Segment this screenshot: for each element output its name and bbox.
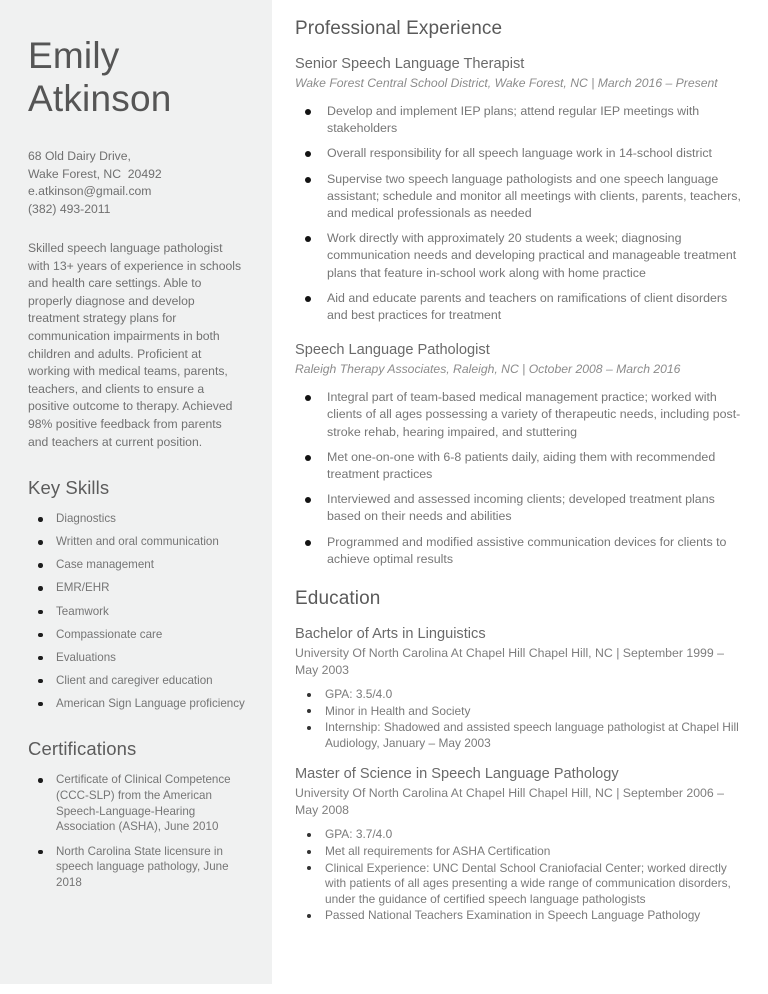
contact-city-state-zip: Wake Forest, NC 20492	[28, 166, 162, 181]
job-bullets	[295, 389, 743, 568]
certifications-heading: Certifications	[28, 738, 137, 760]
education-bullets	[295, 687, 743, 751]
key-skills-heading: Key Skills	[28, 477, 110, 499]
education-heading: Education	[295, 588, 381, 610]
professional-summary: Skilled speech language pathologist with 13+ years of experience in schools and health care settings. Able to properly diagnose and develop treatment strategy plans for communication impairments in both children and adults. Proficient at working with medical teams, parents, teachers, and clients to ensure a positive outcome to therapy. Achieved 98% positive feedback from parents and teachers at current position.	[28, 241, 242, 449]
experience-section	[295, 18, 743, 568]
candidate-name	[28, 34, 246, 120]
contact-street: 68 Old Dairy Drive,	[28, 149, 131, 163]
degree-title: Master of Science in Speech Language Pathology	[295, 766, 619, 783]
list-item: North Carolina State licensure in speech language pathology, June 2018	[28, 844, 246, 891]
degree-title: Bachelor of Arts in Linguistics	[295, 626, 486, 643]
contact-phone[interactable]: (382) 493-2011	[28, 201, 111, 216]
list-item: Supervise two speech language pathologists and one speech language assistant; schedule and monitor all meetings with clients, parents, teachers, and medical professionals as needed	[295, 171, 743, 223]
list-item: Written and oral communication	[28, 534, 246, 551]
list-item: GPA: 3.5/4.0	[295, 687, 743, 703]
list-item: Teamwork	[28, 604, 246, 621]
list-item: EMR/EHR	[28, 580, 246, 597]
contact-email[interactable]: e.atkinson@gmail.com	[28, 184, 152, 198]
candidate-last-name: Atkinson	[28, 78, 172, 119]
list-item: Compassionate care	[28, 627, 246, 644]
job-title: Speech Language Pathologist	[295, 342, 490, 359]
list-item: Internship: Shadowed and assisted speech language pathologist at Chapel Hill Audiology, January – May 2003	[295, 720, 743, 751]
job-title: Senior Speech Language Therapist	[295, 56, 525, 72]
list-item: Integral part of team-based medical management practice; worked with clients of all ages possessing a variety of therapeutic needs, including post-stroke rehab, hearing impaired, and stuttering	[295, 389, 743, 441]
list-item: Programmed and modified assistive communication devices for clients to achieve optimal results	[295, 534, 743, 568]
candidate-first-name: Emily	[28, 35, 120, 76]
job-bullets	[295, 103, 743, 324]
school-meta: University Of North Carolina At Chapel Hill Chapel Hill, NC | September 2006 – May 2008	[295, 786, 724, 817]
job-meta: Raleigh Therapy Associates, Raleigh, NC | October 2008 – March 2016	[295, 362, 681, 377]
contact-block	[28, 148, 246, 218]
list-item: Diagnostics	[28, 511, 246, 528]
resume-main	[295, 0, 743, 937]
education-bullets	[295, 827, 743, 924]
education-entry	[295, 624, 743, 751]
experience-entry	[295, 340, 743, 568]
list-item: Met all requirements for ASHA Certification	[295, 844, 743, 860]
list-item: GPA: 3.7/4.0	[295, 827, 743, 843]
experience-heading: Professional Experience	[295, 18, 503, 39]
list-item: Client and caregiver education	[28, 673, 246, 690]
list-item: Work directly with approximately 20 students a week; diagnosing communication needs and developing practical and manageable treatment plans that feature in-school work along with home practice	[295, 230, 743, 282]
experience-entry	[295, 54, 743, 324]
list-item: Minor in Health and Society	[295, 704, 743, 720]
key-skills-list	[28, 511, 246, 712]
list-item: Overall responsibility for all speech language work in 14-school district	[295, 145, 743, 162]
list-item: Met one-on-one with 6-8 patients daily, aiding them with recommended treatment practices	[295, 449, 743, 483]
school-meta: University Of North Carolina At Chapel Hill Chapel Hill, NC | September 1999 – May 2003	[295, 646, 724, 677]
list-item: Passed National Teachers Examination in Speech Language Pathology	[295, 908, 743, 924]
resume-sidebar	[0, 0, 272, 984]
certifications-list	[28, 772, 246, 890]
list-item: Aid and educate parents and teachers on ramifications of client disorders and best practices for treatment	[295, 290, 743, 324]
list-item: Certificate of Clinical Competence (CCC-SLP) from the American Speech-Language-Hearing Association (ASHA), June 2010	[28, 772, 246, 834]
education-section	[295, 588, 743, 924]
list-item: Interviewed and assessed incoming clients; developed treatment plans based on their needs and abilities	[295, 491, 743, 525]
list-item: Case management	[28, 557, 246, 574]
list-item: Evaluations	[28, 650, 246, 667]
list-item: Develop and implement IEP plans; attend regular IEP meetings with stakeholders	[295, 103, 743, 137]
job-meta: Wake Forest Central School District, Wake Forest, NC | March 2016 – Present	[295, 76, 718, 90]
list-item: Clinical Experience: UNC Dental School Craniofacial Center; worked directly with patients of all ages presenting a wide range of communication disorders, under the guidance of certified speech language pathologists	[295, 861, 743, 908]
education-entry	[295, 764, 743, 924]
list-item: American Sign Language proficiency	[28, 696, 246, 713]
